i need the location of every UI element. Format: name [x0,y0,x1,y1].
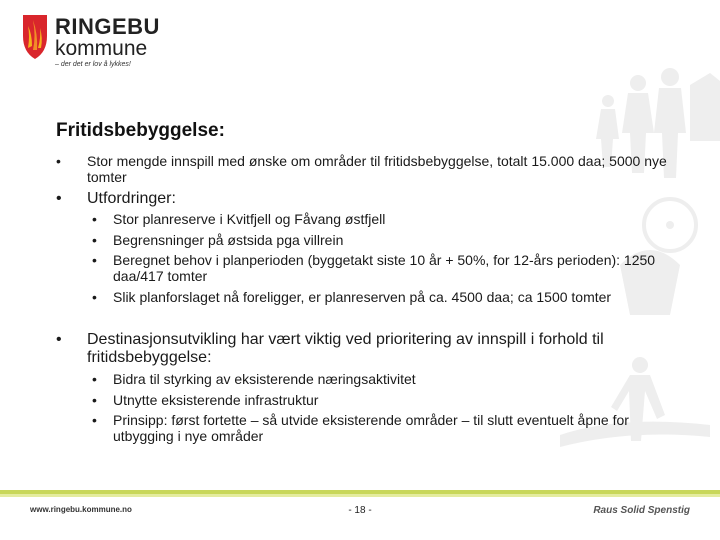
logo-tagline: – der det er lov å lykkes! [55,61,131,68]
page-number: - 18 - [348,505,372,516]
bullet-icon: • [56,190,62,207]
slide-title: Fritidsbebyggelse: [56,120,225,141]
ringebu-logo [22,14,172,72]
bullet-text: Utnytte eksisterende infrastruktur [113,392,319,408]
bullet-text: Begrensninger på østsida pga villrein [113,232,344,248]
ringebu-coat-of-arms-icon [22,14,48,60]
logo-name: RINGEBU [55,14,160,39]
logo-subtitle: kommune [55,37,148,60]
bullet-text: Prinsipp: først fortette – så utvide eksisterende områder – til slutt eventuelt åpne for utbygging i nye områder [113,412,629,444]
footer-divider-light [0,494,720,497]
bullet-text: Stor mengde innspill med ønske om områder til fritidsbebyggelse, totalt 15.000 daa; 5000 nye tomter [87,153,667,185]
bullet-icon: • [92,289,97,305]
bullet-icon: • [56,331,62,348]
footer-slogan: Raus Solid Spenstig [593,505,690,516]
bullet-text: Utfordringer: [87,190,176,207]
bullet-icon: • [92,252,97,268]
bullet-icon: • [92,412,97,428]
bullet-text: Bidra til styrking av eksisterende næringsaktivitet [113,371,416,387]
bullet-icon: • [56,153,61,169]
bullet-text: Beregnet behov i planperioden (byggetakt siste 10 år + 50%, for 12-års perioden): 1250 daa/417 tomter [113,252,656,284]
footer-url: www.ringebu.kommune.no [30,505,132,514]
bullet-text: Destinasjonsutvikling har vært viktig ved prioritering av innspill i forhold til fritidsbebyggelse: [87,331,604,366]
bullet-icon: • [92,232,97,248]
bullet-icon: • [92,211,97,227]
bullet-text: Stor planreserve i Kvitfjell og Fåvang østfjell [113,211,386,227]
bullet-text: Slik planforslaget nå foreligger, er planreserven på ca. 4500 daa; ca 1500 tomter [113,289,612,305]
bullet-icon: • [92,392,97,408]
bullet-icon: • [92,371,97,387]
